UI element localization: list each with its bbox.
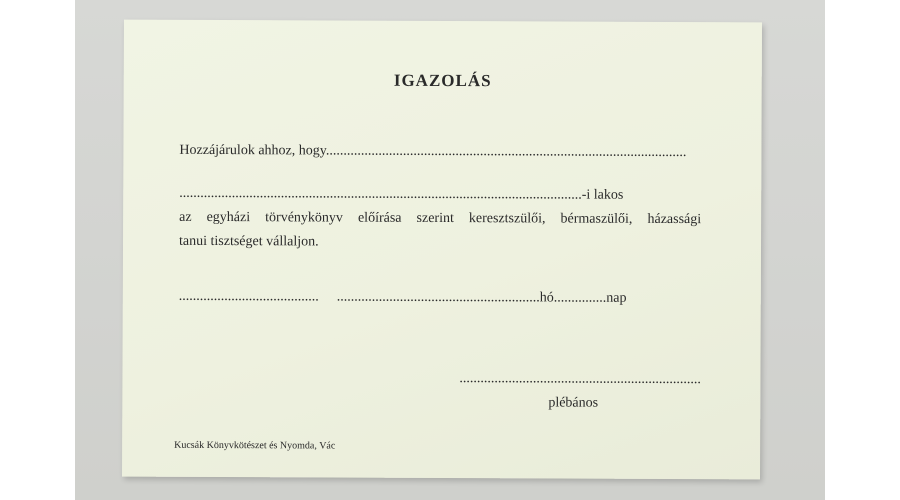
date-row [179, 289, 627, 307]
canon-law-line: az egyházi törvénykönyv előírása szerint keresztszülői, bérmaszülői, házassági [179, 209, 702, 228]
printer-imprint: Kucsák Könyvkötészet és Nyomda, Vác [174, 439, 336, 452]
signature-line: ..................................................................... [459, 371, 701, 388]
office-line: tanui tisztséget vállaljon. [179, 233, 319, 250]
place-field: ........................................ [178, 288, 319, 305]
consent-line: Hozzájárulok ahhoz, hogy....................................................................................................... [179, 142, 687, 161]
residence-line: ...................................................................................................................-i lakos [179, 185, 624, 203]
certificate-title: IGAZOLÁS [393, 70, 492, 91]
signature-label: plébános [548, 395, 599, 411]
certificate-card [122, 20, 762, 480]
month-day-field: ..........................................................hó...............nap [336, 289, 627, 306]
